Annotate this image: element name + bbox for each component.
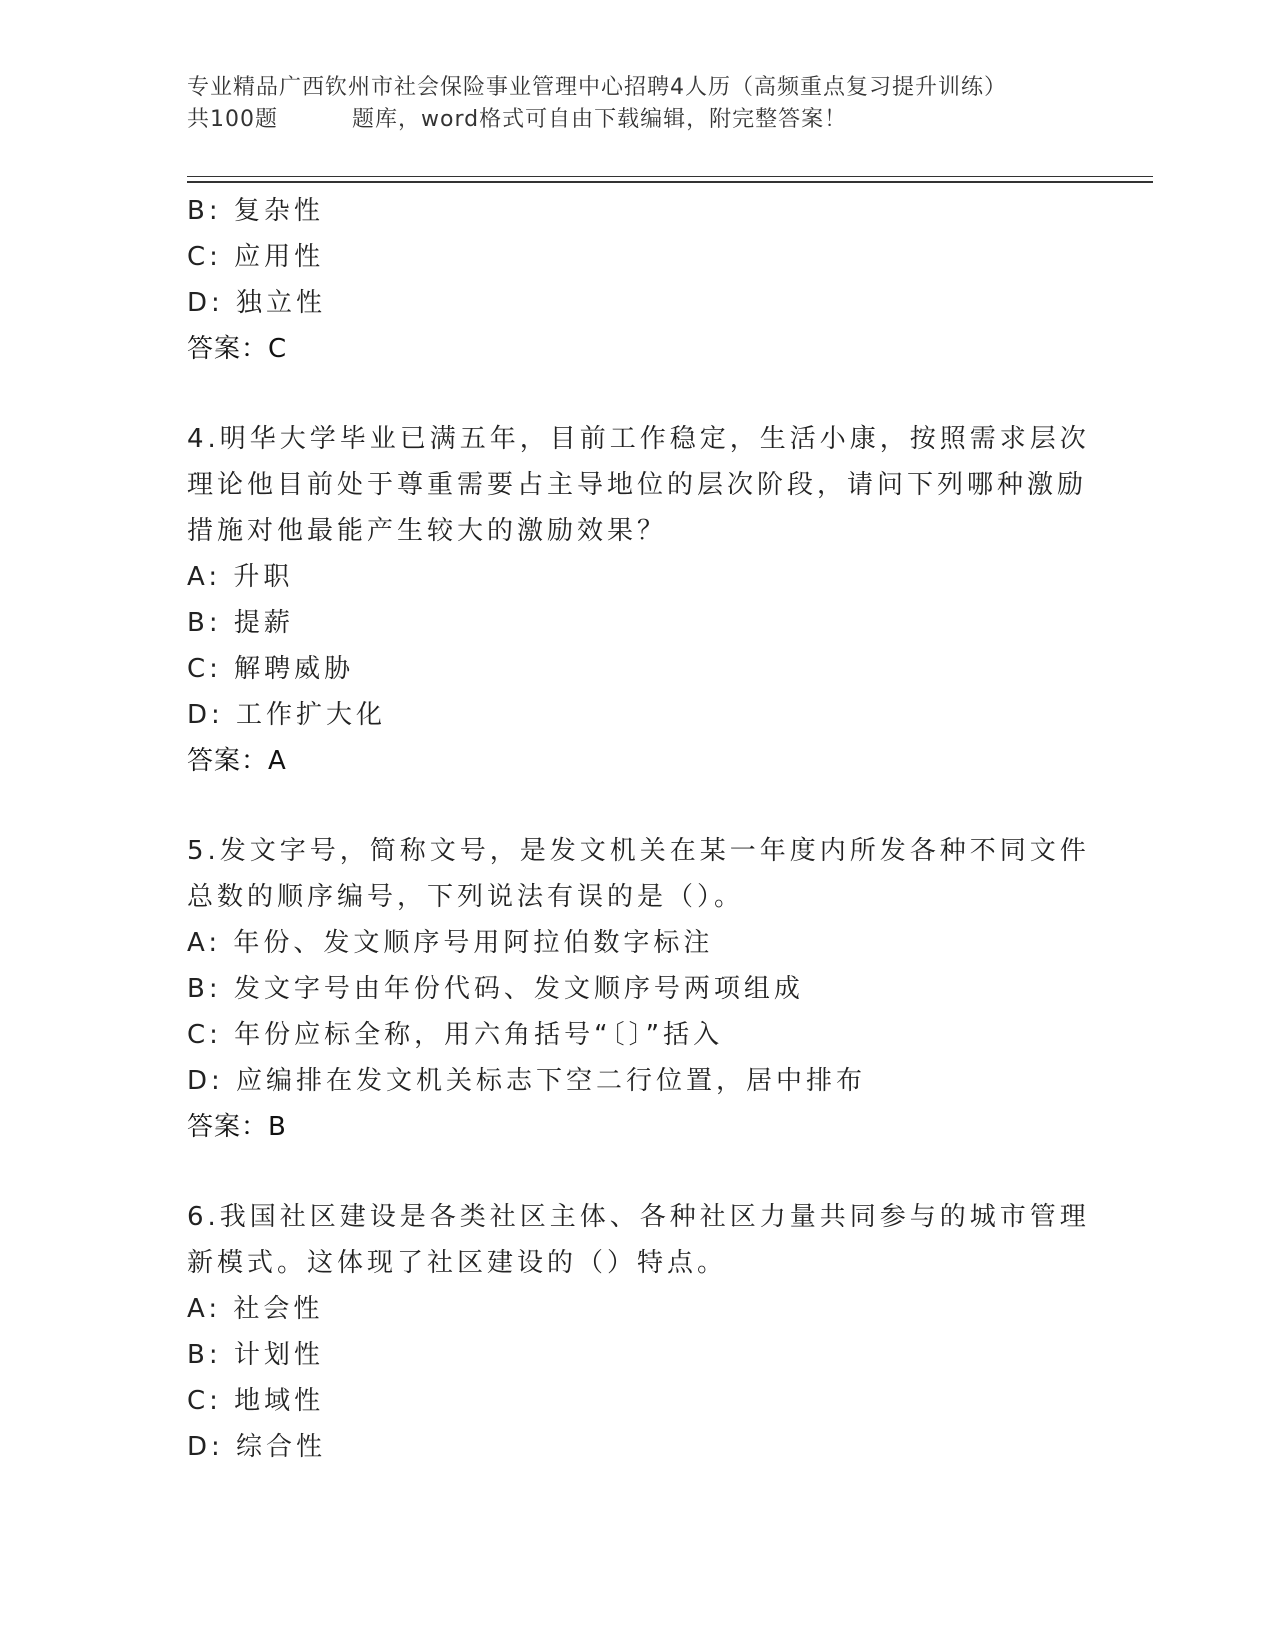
question-6	[187, 1194, 1090, 1470]
option-c: C: 应用性	[187, 242, 325, 272]
answer-line: 答案：C	[187, 334, 288, 364]
question-3-partial	[187, 188, 1087, 372]
header-rule-thick	[187, 181, 1153, 183]
option-d: D: 工作扩大化	[187, 700, 387, 730]
question-stem-line: 4.明华大学毕业已满五年，目前工作稳定，生活小康，按照需求层次	[187, 424, 1090, 454]
question-stem-line: 措施对他最能产生较大的激励效果？	[187, 516, 668, 546]
question-stem-line: 总数的顺序编号，下列说法有误的是（）。	[187, 882, 745, 912]
answer-line: 答案：B	[187, 1112, 287, 1142]
question-stem-line: 6.我国社区建设是各类社区主体、各种社区力量共同参与的城市管理	[187, 1202, 1090, 1232]
document-header	[187, 72, 1087, 136]
option-d: D: 应编排在发文机关标志下空二行位置，居中排布	[187, 1066, 867, 1096]
header-rule-thin	[187, 176, 1153, 177]
question-stem-line: 理论他目前处于尊重需要占主导地位的层次阶段，请问下列哪种激励	[187, 470, 1088, 500]
header-title-line: 专业精品广西钦州市社会保险事业管理中心招聘4人历（高频重点复习提升训练）	[187, 75, 1007, 100]
question-gap	[187, 1150, 1087, 1194]
answer-line: 答案：A	[187, 746, 287, 776]
option-c: C: 地域性	[187, 1386, 325, 1416]
option-c: C: 解聘威胁	[187, 654, 355, 684]
header-description: 题库，word格式可自由下载编辑，附完整答案！	[352, 107, 848, 132]
question-gap	[187, 372, 1087, 416]
option-a: A: 年份、发文顺序号用阿拉伯数字标注	[187, 928, 714, 958]
header-question-count: 共100题	[187, 107, 278, 132]
option-b: B: 提薪	[187, 608, 294, 638]
question-4	[187, 416, 1090, 784]
option-d: D: 综合性	[187, 1432, 327, 1462]
option-c: C: 年份应标全称，用六角括号“〔〕”括入	[187, 1020, 724, 1050]
header-subtitle-line	[187, 104, 1087, 136]
option-b: B: 计划性	[187, 1340, 324, 1370]
option-b: B: 发文字号由年份代码、发文顺序号两项组成	[187, 974, 804, 1004]
document-body	[187, 188, 1090, 1470]
option-b: B: 复杂性	[187, 196, 324, 226]
question-5	[187, 828, 1090, 1150]
option-a: A: 升职	[187, 562, 294, 592]
question-stem-line: 5.发文字号，简称文号，是发文机关在某一年度内所发各种不同文件	[187, 836, 1090, 866]
option-d: D: 独立性	[187, 288, 327, 318]
question-stem-line: 新模式。这体现了社区建设的（）特点。	[187, 1248, 728, 1278]
option-a: A: 社会性	[187, 1294, 324, 1324]
question-gap	[187, 784, 1087, 828]
